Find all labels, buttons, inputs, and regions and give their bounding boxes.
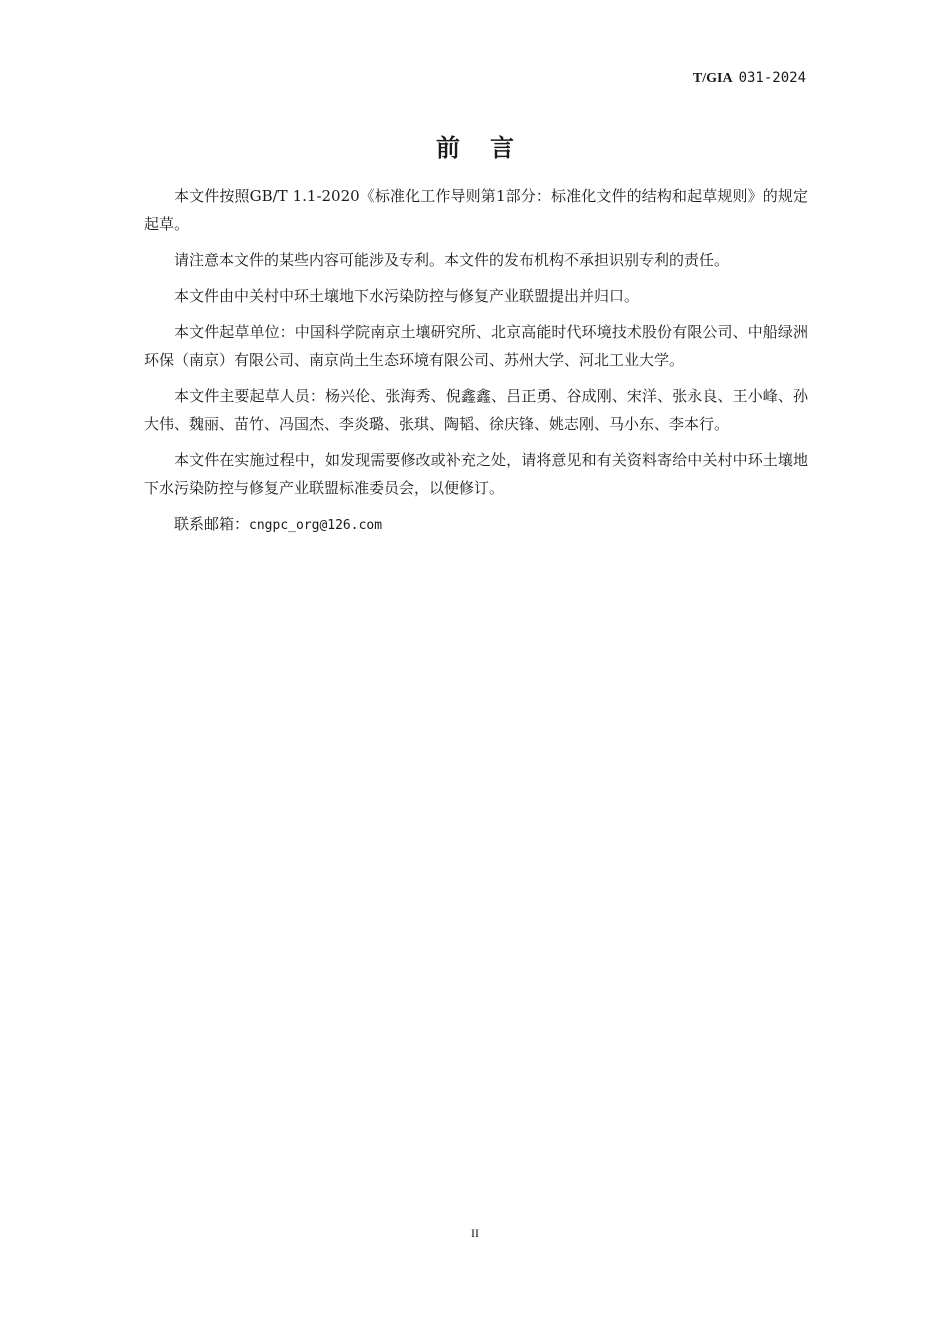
paragraph-standard-basis: 本文件按照GB/T 1.1-2020《标准化工作导则第1部分：标准化文件的结构和起草规则》的规定起草。 <box>144 187 808 233</box>
document-code-prefix: T/GIA <box>692 71 733 86</box>
paragraph-feedback: 本文件在实施过程中，如发现需要修改或补充之处，请将意见和有关资料寄给中关村中环土壤地下水污染防控与修复产业联盟标准委员会，以便修订。 <box>144 451 808 497</box>
contact-label: 联系邮箱： <box>174 515 250 533</box>
page-title: 前言 <box>436 134 544 162</box>
foreword-body <box>144 182 808 548</box>
paragraph-drafters: 本文件主要起草人员：杨兴伦、张海秀、倪鑫鑫、吕正勇、谷成刚、宋洋、张永良、王小峰、孙大伟、魏丽、苗竹、冯国杰、李炎璐、张琪、陶韬、徐庆锋、姚志刚、马小东、李本行。 <box>144 387 808 433</box>
paragraph-drafting-units: 本文件起草单位：中国科学院南京土壤研究所、北京高能时代环境技术股份有限公司、中船绿洲环保（南京）有限公司、南京尚土生态环境有限公司、苏州大学、河北工业大学。 <box>144 323 808 369</box>
paragraph-proposer: 本文件由中关村中环土壤地下水污染防控与修复产业联盟提出并归口。 <box>174 287 640 305</box>
page-number: II <box>471 1226 479 1240</box>
document-code <box>693 70 806 87</box>
paragraph-patent-notice: 请注意本文件的某些内容可能涉及专利。本文件的发布机构不承担识别专利的责任。 <box>174 251 730 269</box>
document-code-number: 031-2024 <box>738 70 806 86</box>
contact-email: cngpc_org@126.com <box>249 518 383 533</box>
paragraph-contact <box>144 510 808 540</box>
